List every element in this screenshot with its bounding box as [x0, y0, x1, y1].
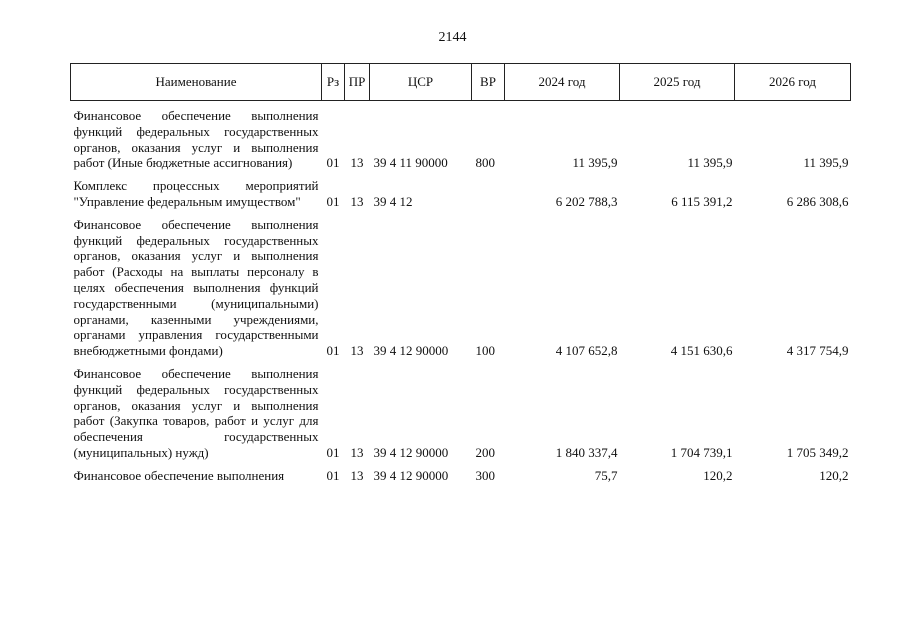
row-2026: 4 317 754,9: [786, 343, 849, 359]
row-pr: 13: [350, 444, 364, 460]
header-2024: 2024 год: [505, 64, 620, 101]
row-2025: 120,2: [703, 467, 733, 483]
row-pr: 13: [350, 193, 364, 209]
row-pr: 13: [350, 155, 364, 171]
row-pr: 13: [350, 467, 364, 483]
row-vr: 300: [475, 467, 495, 483]
row-rz: 01: [326, 193, 340, 209]
row-name: Комплекс процессных мероприятий "Управление федеральным имуществом": [73, 178, 319, 209]
row-vr: 800: [475, 155, 495, 171]
row-2026: 6 286 308,6: [786, 193, 849, 209]
row-csr: 39 4 11 90000: [373, 155, 448, 171]
row-2025: 6 115 391,2: [671, 193, 733, 209]
table-row: [71, 178, 851, 210]
row-rz: 01: [326, 467, 340, 483]
row-name: Финансовое обеспечение выполнения функций федеральных государственных органов, оказания услуг и выполнения работ (Расходы на выплаты персоналу в целях обеспечения выполнения функций государственными (муниципальными) органами, казенными учреждениями, органами управления государственными внебюджетными фондами): [73, 216, 319, 359]
row-2026: 1 705 349,2: [786, 444, 849, 460]
row-2026: 120,2: [819, 467, 849, 483]
table-row: [71, 217, 851, 359]
budget-table: [70, 63, 851, 484]
row-rz: 01: [326, 155, 340, 171]
row-csr: 39 4 12: [373, 193, 413, 209]
row-2024: 4 107 652,8: [555, 343, 618, 359]
header-pr: ПР: [345, 64, 370, 101]
row-2024: 75,7: [594, 467, 618, 483]
row-rz: 01: [326, 343, 340, 359]
row-pr: 13: [350, 343, 364, 359]
header-2026: 2026 год: [735, 64, 851, 101]
row-vr: [472, 178, 505, 210]
row-vr: 100: [475, 343, 495, 359]
header-name: Наименование: [71, 64, 322, 101]
row-csr: 39 4 12 90000: [373, 467, 449, 483]
row-2024: 6 202 788,3: [555, 193, 618, 209]
header-vr: ВР: [472, 64, 505, 101]
table-header-row: [71, 64, 851, 101]
row-name: Финансовое обеспечение выполнения функций федеральных государственных органов, оказания услуг и выполнения работ (Закупка товаров, работ и услуг для обеспечения государственных (муниципальных) нужд): [73, 365, 319, 460]
table-row: [71, 366, 851, 461]
row-2025: 11 395,9: [687, 155, 733, 171]
page-number: 2144: [438, 30, 467, 45]
row-2024: 1 840 337,4: [555, 444, 618, 460]
header-csr: ЦСР: [370, 64, 472, 101]
row-2025: 1 704 739,1: [670, 444, 733, 460]
table-row: [71, 108, 851, 171]
header-2025: 2025 год: [620, 64, 735, 101]
table-row: [71, 468, 851, 484]
row-2026: 11 395,9: [803, 155, 849, 171]
row-vr: 200: [475, 444, 495, 460]
row-2025: 4 151 630,6: [670, 343, 733, 359]
row-csr: 39 4 12 90000: [373, 444, 449, 460]
row-name: Финансовое обеспечение выполнения: [73, 467, 285, 483]
row-rz: 01: [326, 444, 340, 460]
row-name: Финансовое обеспечение выполнения функций федеральных государственных органов, оказания услуг и выполнения работ (Иные бюджетные ассигнования): [73, 108, 319, 171]
row-2024: 11 395,9: [572, 155, 618, 171]
header-rz: Рз: [322, 64, 345, 101]
row-csr: 39 4 12 90000: [373, 343, 449, 359]
